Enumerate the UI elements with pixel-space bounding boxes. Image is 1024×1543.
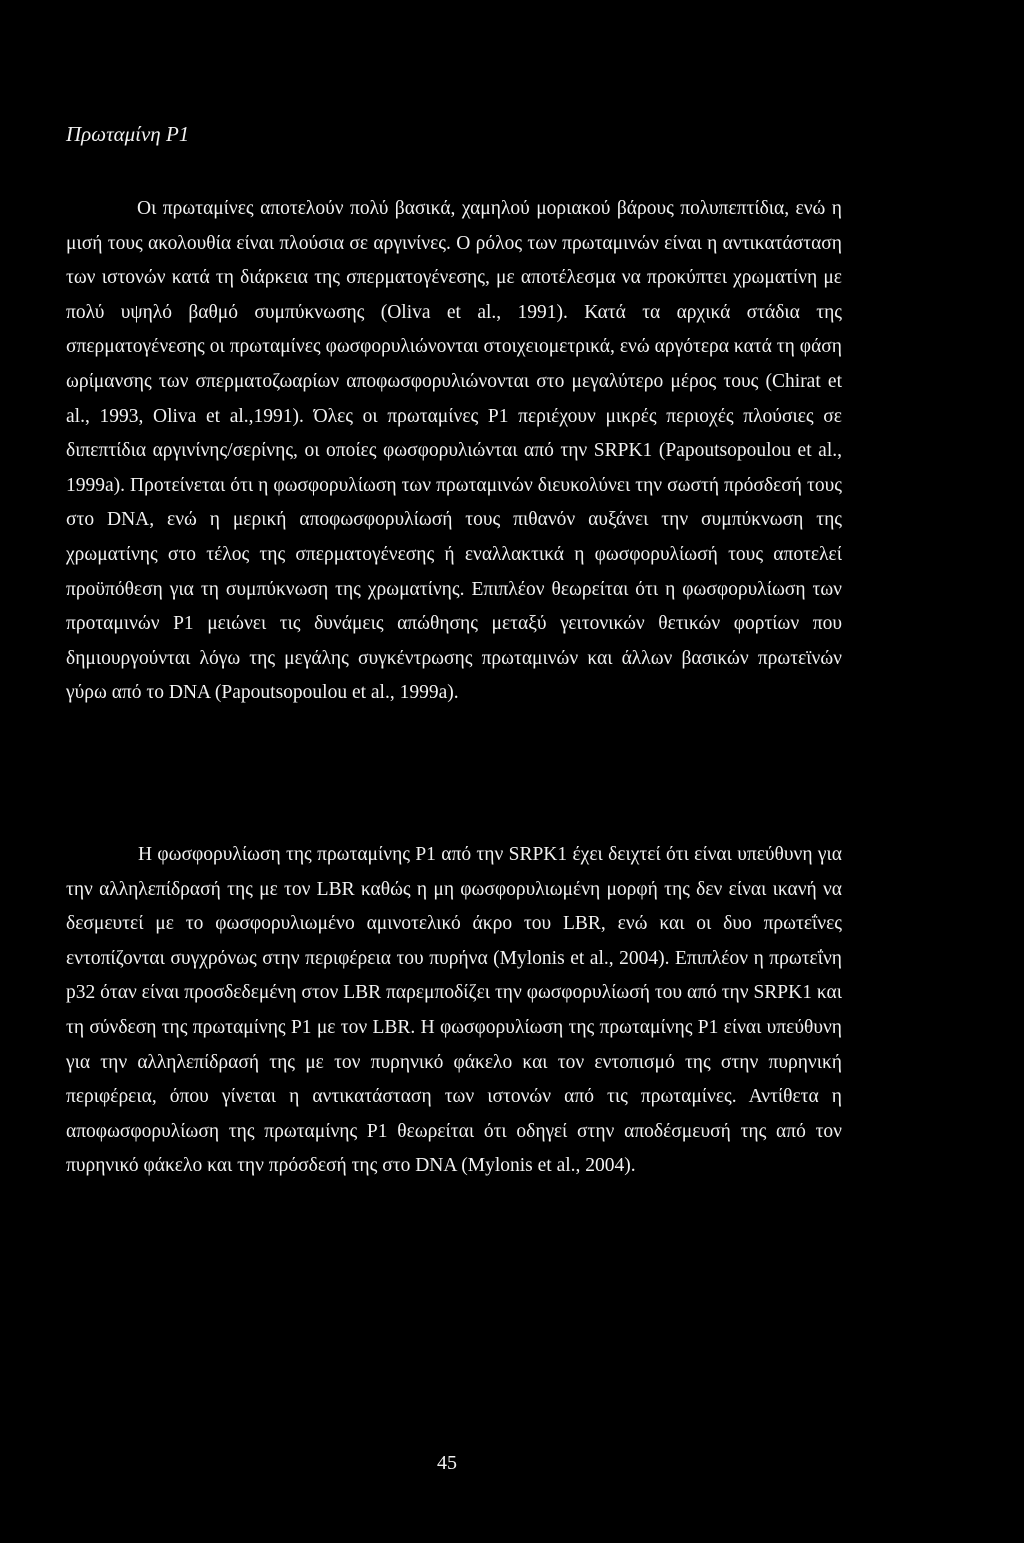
- section-heading: Πρωταμίνη Ρ1: [66, 122, 190, 146]
- paragraph-block-1: [66, 192, 842, 711]
- page-number: 45: [437, 1452, 457, 1474]
- paragraph-block-2: [66, 838, 842, 1184]
- paragraph-1: Οι πρωταμίνες αποτελούν πολύ βασικά, χαμηλού μοριακού βάρους πολυπεπτίδια, ενώ η μισή τους ακολουθία είναι πλούσια σε αργινίνες. Ο ρόλος των πρωταμινών είναι η αντικατάσταση των ιστονών κατά τη διάρκεια της σπερματογένεσης, με αποτέλεσμα να προκύπτει χρωματίνη με πολύ υψηλό βαθμό συμπύκνωσης (Oliva et al., 1991). Κατά τα αρχικά στάδια της σπερματογένεσης οι πρωταμίνες φωσφορυλιώνονται στοιχειομετρικά, ενώ αργότερα κατά τη φάση ωρίμανσης των σπερματοζωαρίων αποφωσφορυλιώνονται στο μεγαλύτερο μέρος τους (Chirat et al., 1993, Oliva et al.,1991). Όλες οι πρωταμίνες Ρ1 περιέχουν μικρές περιοχές πλούσιες σε διπεπτίδια αργινίνης/σερίνης, οι οποίες φωσφορυλιώνται από την SRPK1 (Papoutsopoulou et al., 1999a). Προτείνεται ότι η φωσφορυλίωση των πρωταμινών διευκολύνει την σωστή πρόσδεσή τους στο DNA, ενώ η μερική αποφωσφορυλίωσή τους πιθανόν αυξάνει την συμπύκνωση της χρωματίνης στο τέλος της σπερματογένεσης ή εναλλακτικά η φωσφορυλίωσή τους αποτελεί προϋπόθεση για τη συμπύκνωση της χρωματίνης. Επιπλέον θεωρείται ότι η φωσφορυλίωση των προταμινών Ρ1 μειώνει τις δυνάμεις απώθησης μεταξύ γειτονικών θετικών φορτίων που δημιουργούνται λόγω της μεγάλης συγκέντρωσης πρωταμινών και άλλων βασικών πρωτεϊνών γύρω από το DNA (Papoutsopoulou et al., 1999a).: [66, 198, 842, 704]
- paragraph-2: Η φωσφορυλίωση της πρωταμίνης Ρ1 από την SRPK1 έχει δειχτεί ότι είναι υπεύθυνη για την αλληλεπίδρασή της με τον LBR καθώς η μη φωσφορυλιωμένη μορφή της δεν είναι ικανή να δεσμευτεί με το φωσφορυλιωμένο αμινοτελικό άκρο του LBR, ενώ και οι δυο πρωτεΐνες εντοπίζονται συγχρόνως στην περιφέρεια του πυρήνα (Mylonis et al., 2004). Επιπλέον η πρωτεΐνη p32 όταν είναι προσδεδεμένη στον LBR παρεμποδίζει την φωσφορυλίωσή του από την SRPK1 και τη σύνδεση της πρωταμίνης Ρ1 με τον LBR. Η φωσφορυλίωση της πρωταμίνης Ρ1 είναι υπεύθυνη για την αλληλεπίδρασή της με τον πυρηνικό φάκελο και τον εντοπισμό της στην πυρηνική περιφέρεια, όπου γίνεται η αντικατάσταση των ιστονών από τις πρωταμίνες. Αντίθετα η αποφωσφορυλίωση της πρωταμίνης Ρ1 θεωρείται ότι οδηγεί στην αποδέσμευσή της από τον πυρηνικό φάκελο και την πρόσδεσή της στο DNA (Mylonis et al., 2004).: [66, 844, 842, 1177]
